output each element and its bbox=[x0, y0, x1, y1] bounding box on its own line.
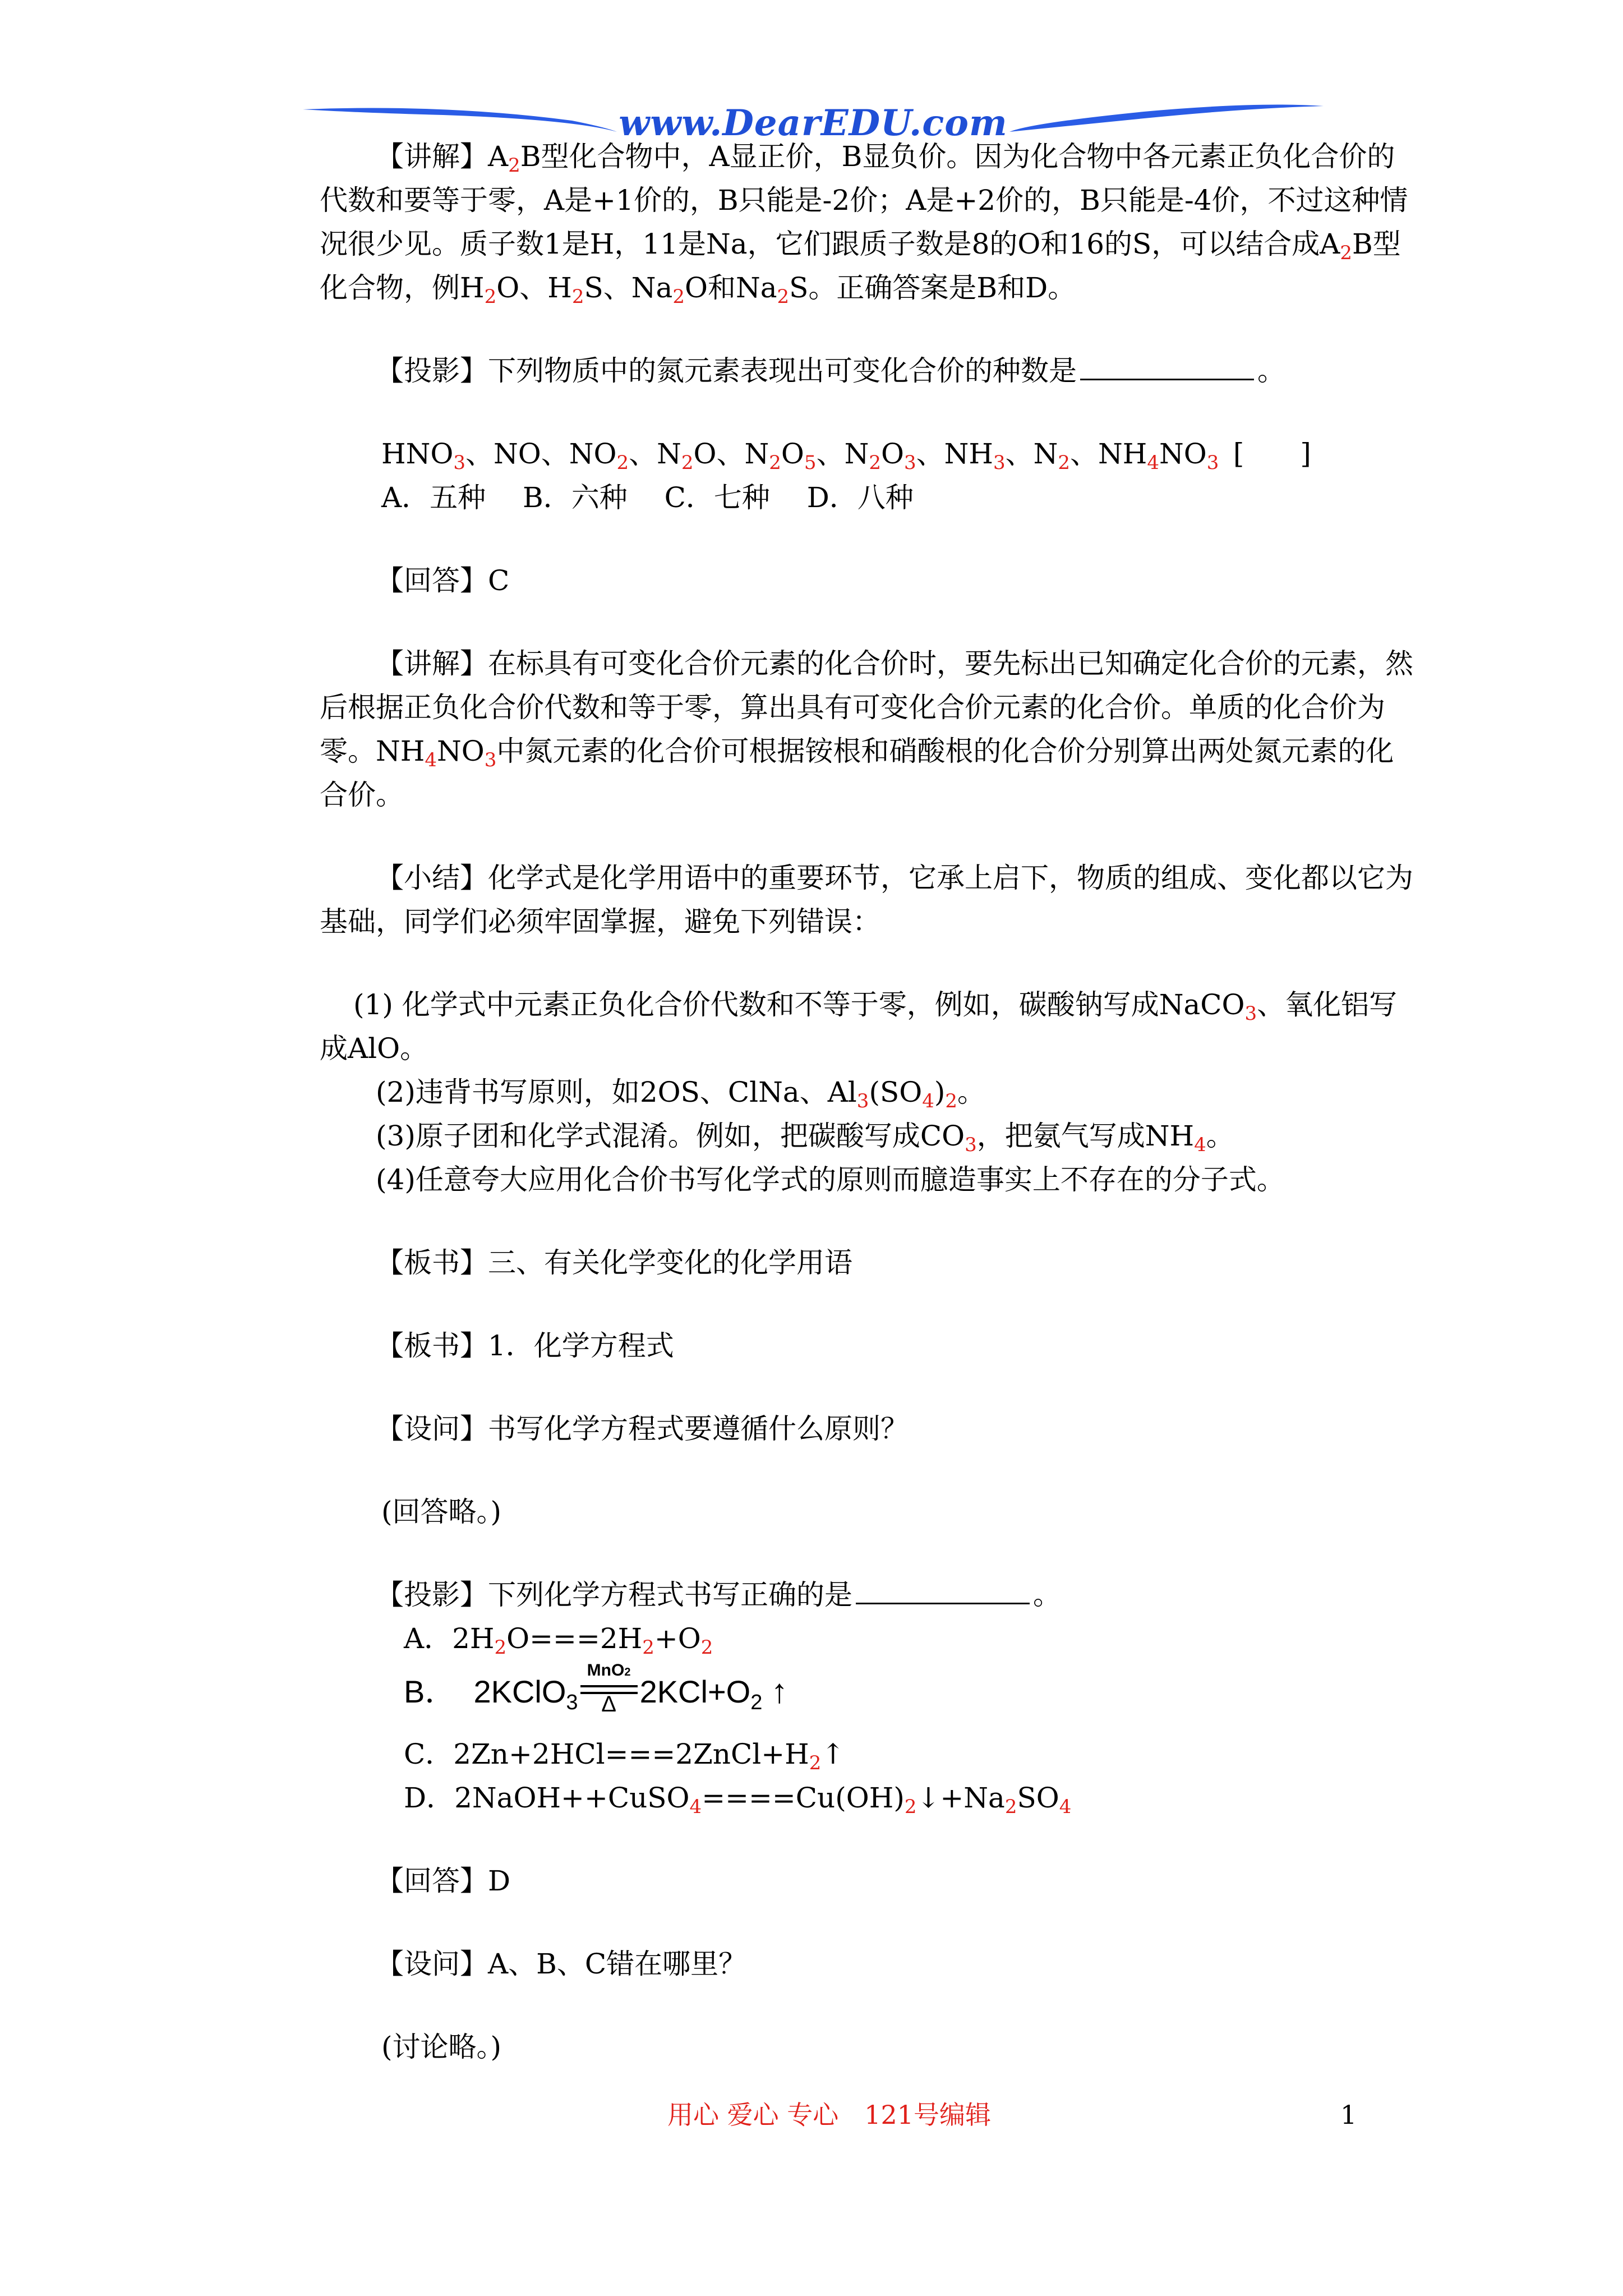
error-item-2: (2)违背书写原则，如2OS、ClNa、$Al_3(SO_4)_2$。 bbox=[376, 1076, 985, 1112]
projection-question-2: 【投影】下列化学方程式书写正确的是 。 bbox=[376, 1579, 1061, 1611]
projection-question-1: 【投影】下列物质中的氮元素表现出可变化合价的种数是 。 bbox=[376, 355, 1285, 387]
board-note-2: 【板书】1．化学方程式 bbox=[376, 1329, 674, 1362]
question-prompt-2: 【设问】A、B、C错在哪里？ bbox=[376, 1948, 747, 1980]
board-note-1: 【板书】三、有关化学变化的化学用语 bbox=[376, 1246, 852, 1279]
answer-blank-2 bbox=[856, 1603, 1030, 1604]
answer-bracket: [ ] bbox=[1233, 438, 1311, 470]
equation-option-a: A．$2H_2O===2H_2+O_2$ bbox=[404, 1622, 713, 1659]
question-prompt-1: 【设问】书写化学方程式要遵循什么原则？ bbox=[376, 1412, 909, 1445]
error-item-3: (3)原子团和化学式混淆。例如，把碳酸写成$CO_3$，把氨气写成$NH_4$。 bbox=[376, 1120, 1234, 1156]
footer-text: 用心 爱心 专心 121号编辑 bbox=[667, 2100, 992, 2130]
document-body bbox=[320, 135, 1419, 2069]
error-item-4: (4)任意夸大应用化合价书写化学式的原则而臆造事实上不存在的分子式。 bbox=[376, 1163, 1285, 1196]
omitted-discussion: (讨论略。) bbox=[381, 2031, 502, 2063]
choice-options: A．五种 B．六种 C．七种 D．八种 bbox=[381, 481, 914, 514]
error-item-1: (1) 化学式中元素正负化合价代数和不等于零，例如，碳酸钠写成NaCO$_3$、氧化铝写成AlO。 bbox=[320, 988, 1398, 1065]
equation-option-d: D．$2NaOH++CuSO_4====Cu(OH)_2↓+Na_2SO_4$ bbox=[404, 1782, 1072, 1818]
label: 【讲解】 bbox=[376, 140, 488, 173]
equation-option-b: B． 2KClO$_3$ MnO2 Δ $2KCl+O_2$ ↑ bbox=[320, 1660, 1419, 1722]
answer-1: 【回答】C bbox=[376, 564, 510, 597]
explanation-paragraph-1: 【讲解】$A_2B$型化合物中，A显正价，B显负价。因为化合物中各元素正负化合价的代数和要等于零，A是+1价的，B只能是-2价；A是+2价的，B只能是-4价，不过这种情况很少见。质子数1是H，11是Na，它们跟质子数是8的O和16的S，可以结合成$A_2B$型化合物，例$H_2O$、$H_2S$、$Na_2O$和$Na_2S$。正确答案是B和D。 bbox=[320, 140, 1408, 308]
page-footer bbox=[0, 2095, 1623, 2134]
explanation-paragraph-2: 【讲解】在标具有可变化合价元素的化合价时，要先标出已知确定化合价的元素，然后根据正负化合价代数和等于零，算出具有可变化合价元素的化合价。单质的化合价为零。$NH_4NO_3$中氮元素的化合价可根据铵根和硝酸根的化合价分别算出两处氮元素的化合价。 bbox=[320, 647, 1413, 811]
omitted-answer: (回答略。) bbox=[381, 1496, 502, 1528]
precipitate-arrow-icon: ↓ bbox=[916, 1782, 940, 1814]
gas-arrow-icon: ↑ bbox=[771, 1672, 788, 1710]
gas-arrow-icon: ↑ bbox=[821, 1738, 845, 1770]
page-number: 1 bbox=[1340, 2100, 1357, 2130]
equation-option-c: C．$2Zn+2HCl===2ZnCl+H_2↑$ bbox=[404, 1738, 845, 1774]
catalyst-condition: MnO2 Δ bbox=[578, 1666, 640, 1722]
site-url[interactable]: www.DearEDU.com bbox=[619, 102, 1008, 144]
answer-blank bbox=[1080, 379, 1254, 380]
answer-2: 【回答】D bbox=[376, 1865, 511, 1897]
formula-list: $HNO_3$、NO、$NO_2$、$N_2O$、$N_2O_5$、$N_2O_3$、$NH_3$、$N_2$、$NH_4NO_3$ [ ] bbox=[320, 432, 1419, 476]
summary-paragraph: 【小结】化学式是化学用语中的重要环节，它承上启下，物质的组成、变化都以它为基础，同学们必须牢固掌握，避免下列错误： bbox=[320, 862, 1413, 938]
